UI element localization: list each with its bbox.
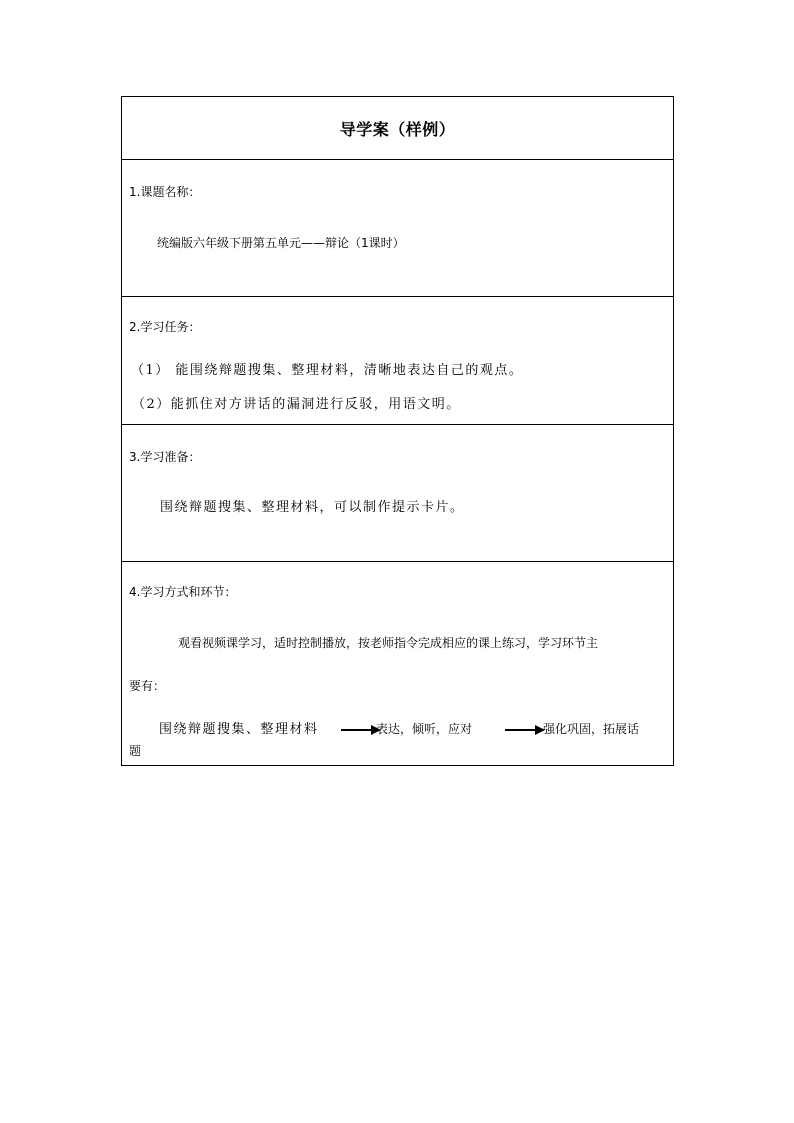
lesson-plan-table <box>121 96 674 766</box>
title-cell <box>121 96 674 159</box>
page-title: 导学案（样例） <box>339 120 456 139</box>
section-preparation <box>121 424 674 561</box>
flow-step-consolidate: 强化巩固，拓展话 <box>543 722 640 736</box>
method-paragraph-line1: 观看视频课学习，适时控制播放，按老师指令完成相应的课上练习，学习环节主 <box>178 636 599 650</box>
arrow-right-icon <box>341 725 381 735</box>
lesson-name-text: 统编版六年级下册第五单元——辩论（1课时） <box>157 236 405 250</box>
task-item: （1） 能围绕辩题搜集、整理材料，清晰地表达自己的观点。 <box>131 363 524 378</box>
section-heading: 3.学习准备： <box>129 450 201 464</box>
flow-step-express: 表达，倾听，应对 <box>376 722 473 736</box>
preparation-text: 围绕辩题搜集、整理材料，可以制作提示卡片。 <box>160 500 465 515</box>
method-paragraph-line2: 要有： <box>129 679 166 693</box>
arrow-right-icon <box>505 725 545 735</box>
section-learning-method <box>121 561 674 766</box>
section-heading: 1.课题名称： <box>129 185 201 199</box>
section-heading: 4.学习方式和环节： <box>129 585 237 599</box>
section-heading: 2.学习任务： <box>129 320 201 334</box>
task-item: （2）能抓住对方讲话的漏洞进行反驳，用语文明。 <box>132 397 461 412</box>
flow-step-collect: 围绕辩题搜集、整理材料 <box>159 722 319 737</box>
flow-step-consolidate-continued: 题 <box>129 744 142 758</box>
section-lesson-name <box>121 159 674 296</box>
section-learning-tasks <box>121 296 674 424</box>
